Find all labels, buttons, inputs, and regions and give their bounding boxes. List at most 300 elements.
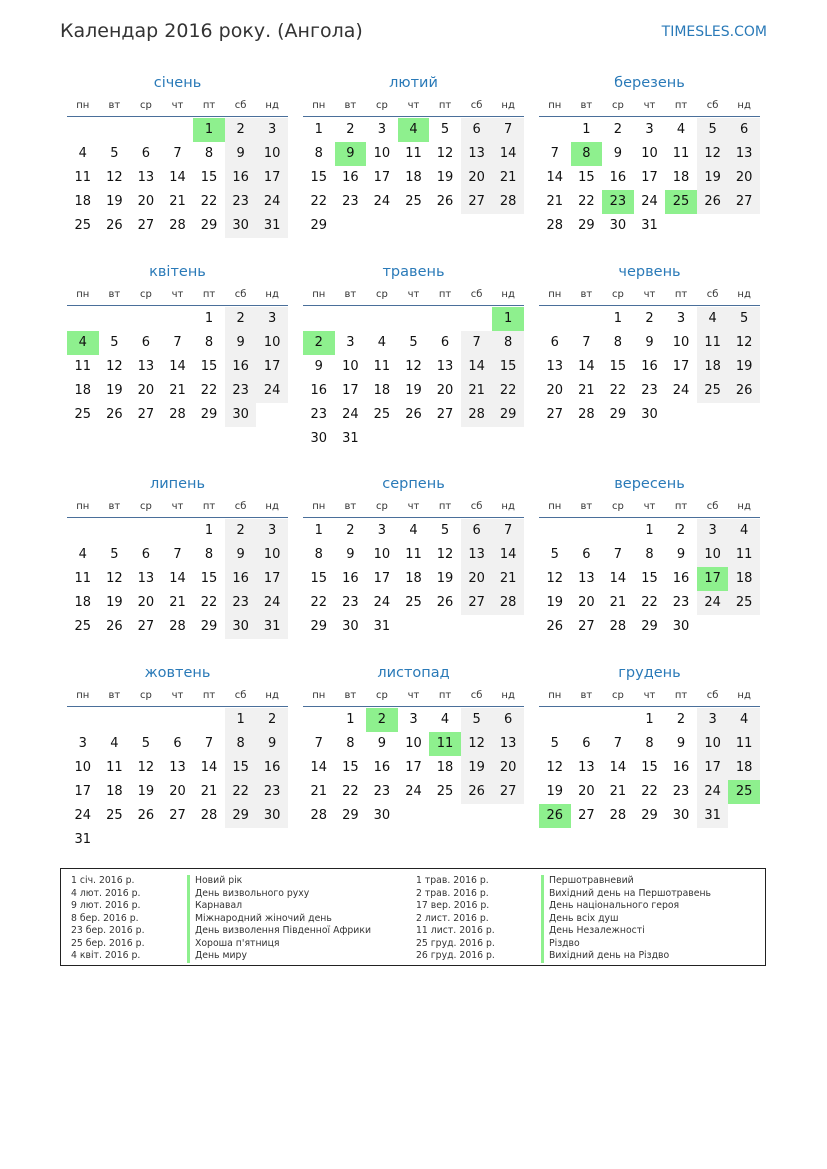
day-cell: 2 [225,118,257,142]
day-cell: 4 [697,307,729,331]
day-cell: 22 [200,595,218,610]
weekday-label: пн [76,288,90,300]
day-cell: 7 [613,547,623,562]
weekday-label: вт [580,288,593,300]
day-cell: 18 [74,194,92,209]
weekday-label: сб [234,99,247,111]
weekday-label: пн [76,99,90,111]
day-cell: 31 [373,619,391,634]
weekday-label: чт [643,500,656,512]
day-cell: 15 [200,571,218,586]
day-cell: 12 [106,571,123,586]
empty-cell [67,708,99,732]
day-grid [303,118,524,238]
day-cell: 12 [405,359,422,374]
month-block [539,662,760,828]
day-cell: 9 [256,732,288,756]
month-block [539,473,760,639]
empty-cell [130,307,162,331]
empty-cell [99,307,131,331]
day-cell: 30 [672,808,690,823]
empty-cell [571,708,603,732]
weekday-label: вт [108,689,121,701]
day-cell: 16 [256,756,288,780]
holiday-day: 4 [67,331,99,355]
weekday-header [303,684,524,707]
legend-holiday-name: Різдво [541,938,711,951]
day-cell: 23 [225,190,257,214]
day-cell: 4 [676,122,686,137]
holiday-day: 2 [303,331,335,355]
empty-cell [303,708,335,732]
day-cell: 28 [169,619,186,634]
day-cell: 28 [578,407,595,422]
day-cell: 10 [672,335,690,350]
day-cell: 11 [697,331,729,355]
month-name: вересень [614,476,685,492]
day-cell: 2 [346,122,355,137]
day-grid [67,307,288,427]
day-cell: 24 [256,591,288,615]
day-cell: 17 [697,756,729,780]
day-cell: 22 [200,194,218,209]
weekday-label: ср [375,99,388,111]
day-cell: 15 [310,170,328,185]
day-cell: 8 [645,547,654,562]
day-cell: 18 [74,595,92,610]
day-cell: 20 [728,166,760,190]
day-grid [539,118,760,238]
day-cell: 3 [78,736,87,751]
day-cell: 24 [373,595,391,610]
day-cell: 8 [204,547,214,562]
day-cell: 6 [461,519,493,543]
day-cell: 27 [546,407,564,422]
day-cell: 24 [405,784,422,799]
weekday-label: вт [344,288,357,300]
day-cell: 27 [137,407,155,422]
month-block [539,72,760,238]
legend-date: 4 квіт. 2016 р. [71,950,141,961]
day-cell: 7 [550,146,559,161]
day-cell: 25 [728,591,760,615]
day-cell: 10 [256,543,288,567]
empty-cell [335,307,367,331]
day-cell: 14 [169,571,186,586]
weekday-label: нд [501,689,515,701]
day-cell: 28 [169,218,186,233]
weekday-label: пн [548,288,562,300]
day-cell: 13 [461,142,493,166]
weekday-header [539,94,760,117]
day-cell: 9 [225,331,257,355]
day-cell: 10 [256,331,288,355]
weekday-label: пн [76,500,90,512]
day-cell: 26 [728,379,760,403]
day-cell: 26 [697,190,729,214]
day-cell: 7 [204,736,214,751]
day-cell: 4 [728,708,760,732]
day-cell: 25 [74,407,92,422]
month-name: грудень [618,665,681,681]
weekday-label: вт [108,500,121,512]
day-cell: 2 [613,122,623,137]
day-cell: 26 [137,808,155,823]
day-cell: 29 [200,619,218,634]
day-cell: 1 [204,311,214,326]
day-cell: 21 [578,383,595,398]
legend-holiday-name: Карнавал [187,900,371,913]
day-cell: 7 [173,146,182,161]
month-name: січень [153,75,202,91]
legend-date: 1 січ. 2016 р. [71,875,135,886]
month-name: травень [382,264,445,280]
day-cell: 17 [74,784,92,799]
day-cell: 3 [377,122,387,137]
day-cell: 13 [436,359,454,374]
empty-cell [539,118,571,142]
legend-date: 25 груд. 2016 р. [416,937,495,949]
day-cell: 27 [578,619,595,634]
weekday-label: чт [407,500,420,512]
day-cell: 6 [550,335,559,350]
day-cell: 28 [609,808,627,823]
day-cell: 22 [342,784,359,799]
day-cell: 15 [578,170,595,185]
month-name: жовтень [144,665,211,681]
weekday-label: пт [202,500,216,512]
day-cell: 30 [256,804,288,828]
weekday-label: пт [438,99,452,111]
day-cell: 21 [609,595,627,610]
weekday-label: нд [265,288,279,300]
weekday-label: пт [674,689,688,701]
day-cell: 18 [373,383,391,398]
weekday-label: чт [643,689,656,701]
day-cell: 22 [310,194,328,209]
day-cell: 11 [373,359,391,374]
holiday-day: 2 [366,708,398,732]
day-cell: 20 [546,383,564,398]
weekday-label: ср [139,689,152,701]
weekday-label: сб [234,689,247,701]
day-cell: 13 [137,571,155,586]
empty-cell [193,708,225,732]
weekday-label: пн [312,689,326,701]
empty-cell [130,708,162,732]
day-cell: 3 [377,523,387,538]
day-cell: 4 [409,523,418,538]
day-cell: 8 [225,732,257,756]
day-cell: 22 [609,383,627,398]
day-cell: 12 [436,547,454,562]
day-cell: 3 [256,519,288,543]
day-cell: 31 [256,214,288,238]
empty-cell [162,118,194,142]
day-cell: 13 [461,543,493,567]
day-cell: 15 [342,760,359,775]
day-cell: 14 [609,571,627,586]
empty-cell [99,118,131,142]
day-cell: 31 [74,832,92,847]
day-cell: 16 [672,760,690,775]
empty-cell [429,307,461,331]
month-name: березень [614,75,685,91]
day-cell: 23 [342,595,359,610]
day-cell: 13 [169,760,186,775]
legend-date: 1 трав. 2016 р. [416,875,489,886]
day-cell: 10 [74,760,92,775]
weekday-label: пн [548,689,562,701]
day-cell: 29 [310,619,328,634]
day-cell: 7 [492,519,524,543]
empty-cell [67,519,99,543]
day-cell: 5 [728,307,760,331]
legend-holiday-name: День Незалежності [541,925,711,938]
day-cell: 28 [310,808,328,823]
weekday-label: сб [706,99,719,111]
day-cell: 27 [578,808,595,823]
weekday-label: вт [344,500,357,512]
day-cell: 7 [582,335,591,350]
day-cell: 1 [314,523,323,538]
holiday-legend [60,868,766,966]
day-cell: 30 [641,407,658,422]
weekday-label: чт [171,288,184,300]
weekday-label: вт [580,689,593,701]
weekday-label: сб [706,500,719,512]
day-cell: 24 [697,591,729,615]
holiday-day: 11 [429,732,461,756]
day-cell: 26 [405,407,422,422]
weekday-label: нд [737,500,751,512]
day-cell: 17 [342,383,359,398]
day-cell: 25 [405,194,422,209]
day-cell: 21 [492,166,524,190]
day-grid [303,307,524,451]
month-name: лютий [389,75,438,91]
day-grid [67,118,288,238]
day-cell: 1 [314,122,323,137]
day-cell: 11 [405,547,422,562]
day-cell: 16 [609,170,627,185]
legend-holiday-name: День всіх душ [541,913,711,926]
empty-cell [67,307,99,331]
weekday-label: вт [344,99,357,111]
day-cell: 7 [461,331,493,355]
day-cell: 27 [461,190,493,214]
day-cell: 10 [373,547,391,562]
day-cell: 1 [346,712,355,727]
weekday-label: вт [344,689,357,701]
day-cell: 31 [697,804,729,828]
weekday-label: нд [265,99,279,111]
day-cell: 16 [342,170,359,185]
day-cell: 10 [373,146,391,161]
day-cell: 20 [169,784,186,799]
legend-dates-left [71,875,145,963]
weekday-label: ср [611,288,624,300]
day-cell: 16 [310,383,328,398]
day-cell: 3 [645,122,654,137]
month-block [67,662,288,852]
day-cell: 2 [256,708,288,732]
day-cell: 23 [225,591,257,615]
day-cell: 21 [169,595,186,610]
day-cell: 9 [676,736,686,751]
day-cell: 8 [346,736,355,751]
holiday-day: 17 [697,567,729,591]
weekday-header [539,495,760,518]
day-cell: 5 [550,736,559,751]
day-cell: 27 [169,808,186,823]
legend-holiday-name: День визвольного руху [187,888,371,901]
weekday-label: сб [470,288,483,300]
day-cell: 17 [256,567,288,591]
day-cell: 19 [546,784,564,799]
day-cell: 8 [314,146,323,161]
day-cell: 11 [728,732,760,756]
empty-cell [539,307,571,331]
day-cell: 28 [492,190,524,214]
day-cell: 5 [409,335,418,350]
weekday-label: нд [501,288,515,300]
day-cell: 17 [672,359,690,374]
month-block [303,72,524,238]
weekday-label: пт [202,99,216,111]
day-cell: 15 [609,359,627,374]
month-block [303,261,524,451]
day-cell: 17 [373,170,391,185]
holiday-day: 8 [571,142,603,166]
empty-cell [303,307,335,331]
day-cell: 5 [550,547,559,562]
day-cell: 20 [492,756,524,780]
day-cell: 24 [373,194,391,209]
day-cell: 6 [582,736,591,751]
day-cell: 8 [204,146,214,161]
day-cell: 14 [492,543,524,567]
day-cell: 4 [78,547,87,562]
day-cell: 1 [582,122,591,137]
legend-holiday-name: День національного героя [541,900,711,913]
day-cell: 11 [728,543,760,567]
day-cell: 11 [74,170,92,185]
month-name: серпень [382,476,445,492]
month-block [67,72,288,238]
weekday-label: пн [548,500,562,512]
day-cell: 26 [106,218,123,233]
day-cell: 14 [461,355,493,379]
day-cell: 24 [74,808,92,823]
legend-holiday-name: День миру [187,950,371,963]
day-cell: 10 [342,359,359,374]
site-logo[interactable]: TIMESLES.COM [661,24,767,40]
day-cell: 15 [641,571,658,586]
month-block [303,473,524,639]
day-cell: 18 [405,170,422,185]
day-cell: 30 [225,615,257,639]
day-cell: 25 [405,595,422,610]
day-cell: 6 [582,547,591,562]
day-cell: 2 [645,311,654,326]
day-cell: 5 [110,335,119,350]
day-cell: 23 [225,379,257,403]
weekday-label: пн [76,689,90,701]
day-cell: 1 [204,523,214,538]
day-cell: 1 [645,712,654,727]
weekday-label: пн [312,99,326,111]
day-cell: 9 [377,736,387,751]
day-cell: 21 [310,784,328,799]
day-cell: 17 [641,170,658,185]
month-name: липень [149,476,206,492]
day-cell: 29 [492,403,524,427]
day-cell: 3 [676,311,686,326]
day-cell: 22 [578,194,595,209]
day-cell: 29 [609,407,627,422]
day-cell: 27 [137,619,155,634]
day-cell: 9 [225,543,257,567]
weekday-label: вт [108,288,121,300]
day-cell: 24 [641,194,658,209]
day-cell: 16 [225,166,257,190]
day-cell: 21 [546,194,564,209]
day-grid [303,708,524,828]
day-cell: 12 [546,571,564,586]
day-cell: 8 [204,335,214,350]
day-cell: 13 [137,170,155,185]
weekday-label: нд [501,500,515,512]
day-cell: 30 [225,214,257,238]
day-cell: 25 [74,218,92,233]
day-cell: 13 [728,142,760,166]
day-cell: 19 [137,784,155,799]
day-cell: 3 [256,307,288,331]
day-cell: 19 [405,383,422,398]
day-cell: 12 [436,146,454,161]
weekday-label: ср [611,689,624,701]
weekday-label: пт [438,500,452,512]
day-cell: 24 [256,190,288,214]
legend-date: 4 лют. 2016 р. [71,887,141,899]
day-cell: 29 [641,619,658,634]
empty-cell [162,307,194,331]
day-cell: 10 [256,142,288,166]
day-cell: 6 [141,146,151,161]
day-cell: 28 [169,407,186,422]
day-cell: 18 [672,170,690,185]
month-block [539,261,760,427]
day-cell: 14 [169,359,186,374]
day-cell: 9 [346,547,355,562]
empty-cell [130,118,162,142]
day-cell: 19 [461,756,493,780]
day-cell: 25 [106,808,123,823]
weekday-header [67,283,288,306]
weekday-label: чт [171,99,184,111]
weekday-label: пт [202,288,216,300]
day-cell: 26 [461,780,493,804]
legend-holiday-name: День визволення Південної Африки [187,925,371,938]
day-cell: 8 [613,335,623,350]
empty-cell [130,519,162,543]
day-cell: 1 [645,523,654,538]
empty-cell [461,307,493,331]
day-cell: 27 [728,190,760,214]
day-cell: 18 [74,383,92,398]
weekday-label: пт [202,689,216,701]
